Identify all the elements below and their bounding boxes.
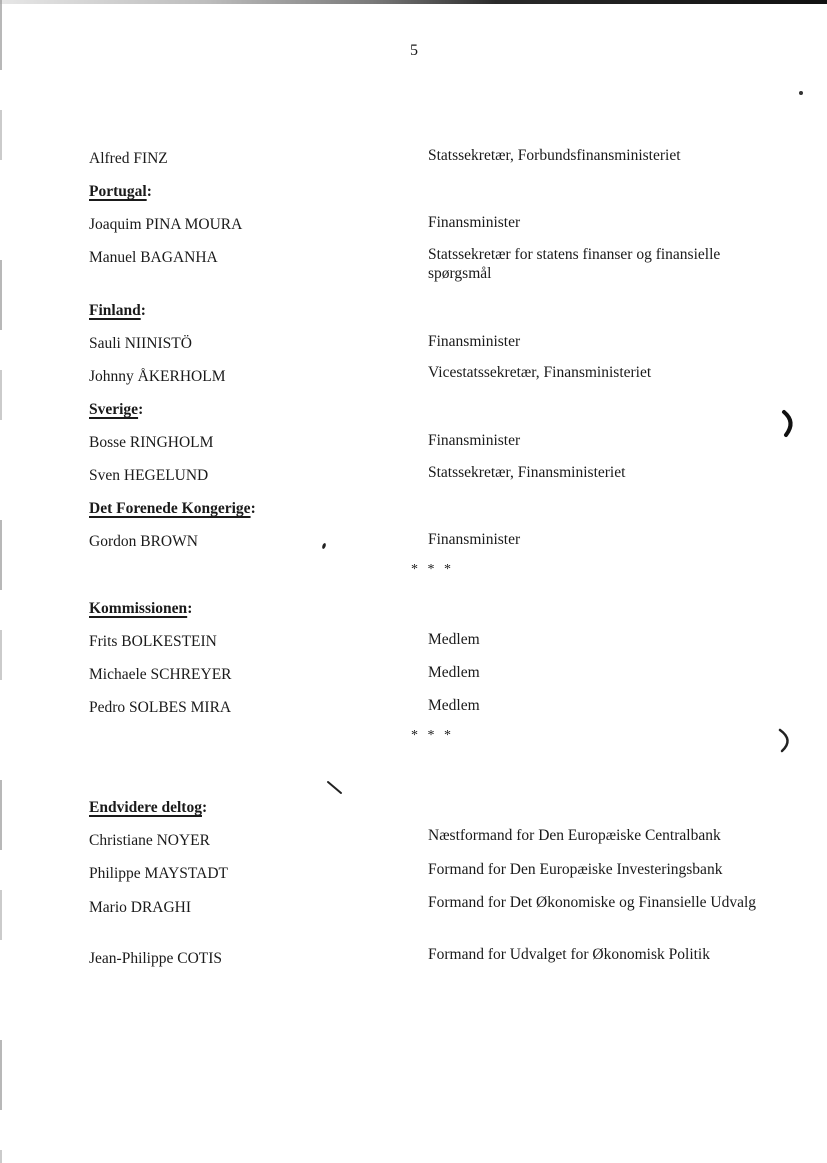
heading-colon: : (140, 302, 146, 319)
participant-name: Michaele SCHREYER (89, 666, 232, 683)
participant-name: Sauli NIINISTÖ (89, 335, 192, 352)
country-heading-finland (89, 302, 146, 320)
participant-name: Christiane NOYER (89, 832, 210, 849)
section-heading-endvidere (89, 799, 207, 817)
participant-name: Alfred FINZ (89, 150, 168, 167)
participant-name: Pedro SOLBES MIRA (89, 699, 232, 716)
speck-mark (321, 542, 327, 550)
heading-text: Portugal (89, 183, 147, 200)
heading-text: Finland (89, 302, 141, 319)
heading-text: Endvidere deltog (89, 799, 202, 816)
participant-role: Statssekretær for statens finanser og finansielle spørgsmål (428, 246, 721, 282)
heading-text: Sverige (89, 401, 139, 418)
section-separator: * * * (411, 728, 454, 743)
participant-name: Philippe MAYSTADT (89, 865, 228, 882)
participant-role: Medlem (428, 631, 480, 648)
section-separator: * * * (411, 562, 454, 577)
country-heading-uk (89, 500, 256, 518)
participant-name: Frits BOLKESTEIN (89, 633, 217, 650)
participant-role: Vicestatssekretær, Finansministeriet (428, 364, 652, 381)
participant-role: Formand for Den Europæiske Investeringsbank (428, 861, 723, 878)
country-heading-sverige (89, 401, 143, 419)
participant-role: Finansminister (428, 531, 521, 548)
speck-mark (798, 90, 804, 96)
heading-colon: : (146, 183, 152, 200)
participant-name: Joaquim PINA MOURA (89, 216, 243, 233)
heading-colon: : (201, 799, 208, 816)
participant-name: Manuel BAGANHA (89, 249, 218, 266)
heading-text: Kommissionen (89, 600, 188, 617)
participant-name: Johnny ÅKERHOLM (89, 368, 226, 385)
participant-role: Finansminister (428, 432, 521, 449)
binding-hole-mark (780, 408, 800, 438)
participant-name: Sven HEGELUND (89, 467, 209, 484)
scan-top-edge (0, 0, 827, 4)
participant-name: Mario DRAGHI (89, 899, 192, 916)
heading-colon: : (187, 600, 193, 617)
country-heading-portugal (89, 183, 152, 201)
binding-hole-mark (776, 726, 798, 756)
heading-colon: : (250, 500, 256, 517)
heading-text: Det Forenede Kongerige (89, 500, 251, 517)
participant-name: Jean-Philippe COTIS (89, 950, 223, 967)
stroke-mark (326, 780, 344, 796)
page-number: 5 (410, 42, 418, 59)
participant-role: Finansminister (428, 333, 521, 350)
participant-role: Finansminister (428, 214, 521, 231)
section-heading-kommissionen (89, 600, 192, 618)
participant-name: Bosse RINGHOLM (89, 434, 214, 451)
participant-role: Statssekretær, Forbundsfinansministeriet (428, 147, 681, 164)
heading-colon: : (138, 401, 144, 418)
participant-role: Formand for Det Økonomiske og Finansielle Udvalg (428, 894, 757, 911)
participant-role: Statssekretær, Finansministeriet (428, 464, 626, 481)
participant-name: Gordon BROWN (89, 533, 198, 550)
participant-role: Medlem (428, 697, 480, 714)
participant-role: Formand for Udvalget for Økonomisk Politik (428, 946, 710, 963)
participant-role: Næstformand for Den Europæiske Centralbank (428, 827, 721, 844)
participant-role: Medlem (428, 664, 480, 681)
scan-left-edge (0, 0, 2, 1163)
